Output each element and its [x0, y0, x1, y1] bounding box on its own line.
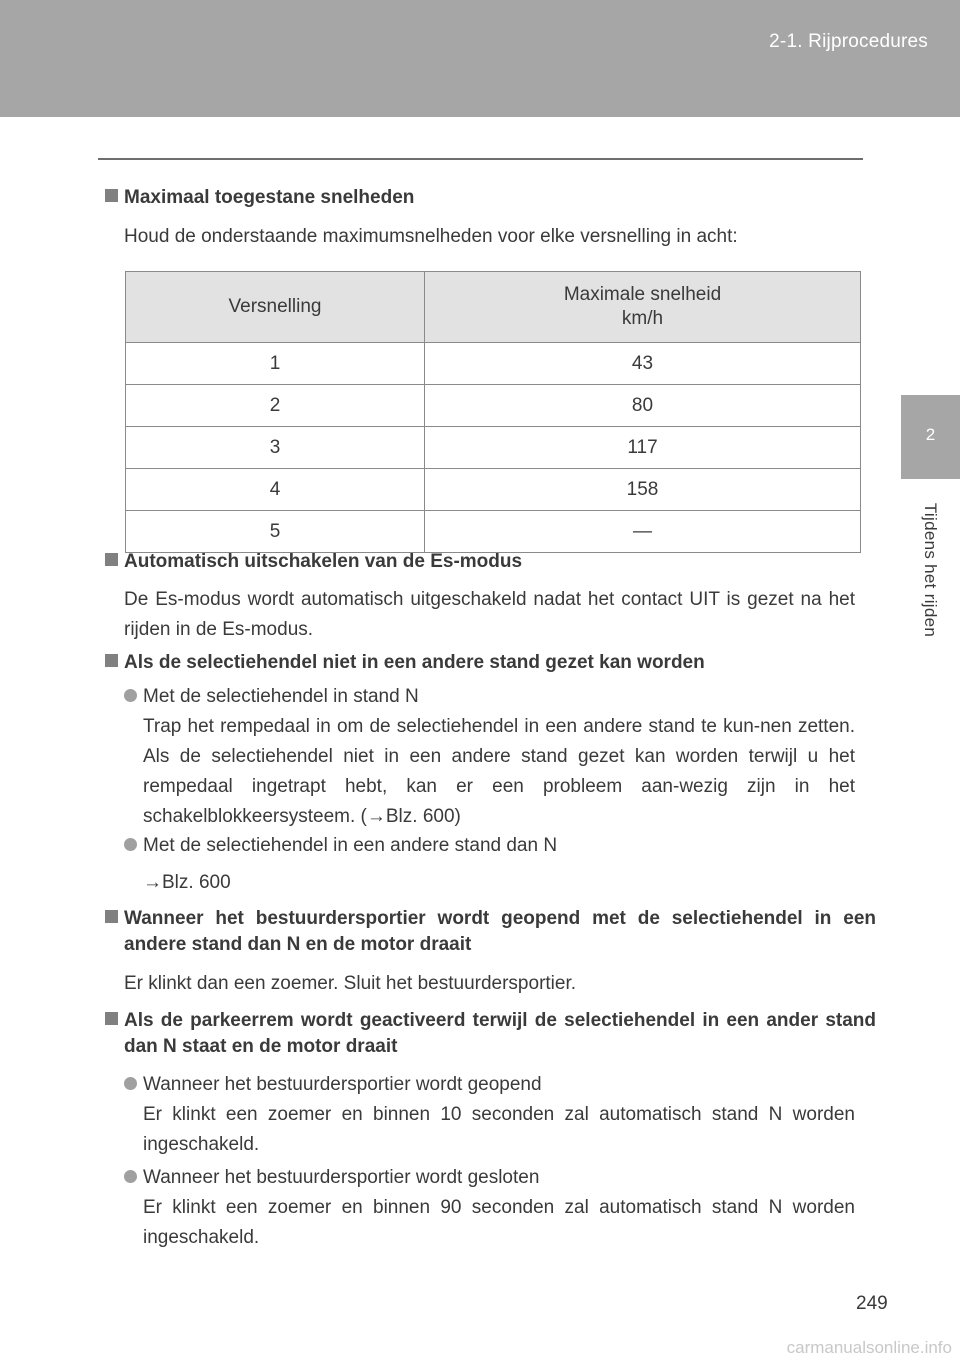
gear-cell: 4 [126, 469, 425, 511]
table-row [126, 385, 861, 427]
heading-max-speeds: Maximaal toegestane snelheden [105, 185, 414, 211]
square-bullet-icon [105, 654, 118, 667]
watermark: carmanualsonline.info [786, 1338, 952, 1357]
gear-cell: 1 [126, 343, 425, 385]
speed-cell: — [425, 511, 861, 553]
max-speeds-intro: Houd de onderstaande maximumsnelheden voor elke versnelling in acht: [124, 226, 738, 247]
speed-cell: 117 [425, 427, 861, 469]
heading-door-open: Wanneer het bestuurdersportier wordt geopend met de selectiehendel in een andere stand dan N en de motor draait [105, 906, 876, 958]
chapter-label: Tijdens het rijden [921, 502, 940, 638]
circle-bullet-icon [124, 1170, 137, 1183]
table-row [126, 427, 861, 469]
circle-bullet-icon [124, 1077, 137, 1090]
auto-off-text: De Es-modus wordt automatisch uitgeschakeld nadat het contact UIT is gezet na het rijden in de Es-modus. [124, 589, 855, 640]
square-bullet-icon [105, 1012, 118, 1025]
page-reference: →Blz. 600 [143, 872, 231, 893]
bullet-text: Er klinkt een zoemer en binnen 90 seconden zal automatisch stand N worden ingeschakeld. [143, 1197, 855, 1248]
square-bullet-icon [105, 189, 118, 202]
square-bullet-icon [105, 910, 118, 923]
square-bullet-icon [105, 553, 118, 566]
heading-parking-brake: Als de parkeerrem wordt geactiveerd terwijl de selectiehendel in een ander stand dan N staat en de motor draait [105, 1008, 876, 1060]
heading-auto-off: Automatisch uitschakelen van de Es-modus [105, 549, 522, 575]
table-row [126, 469, 861, 511]
top-rule [98, 158, 863, 160]
list-item: Wanneer het bestuurdersportier wordt geopend Er klinkt een zoemer en binnen 10 seconden zal automatisch stand N worden ingeschakeld. [124, 1070, 855, 1160]
page-number: 249 [856, 1293, 888, 1314]
circle-bullet-icon [124, 838, 137, 851]
heading-lever-stuck: Als de selectiehendel niet in een andere stand gezet kan worden [105, 650, 705, 676]
chapter-tab[interactable] [901, 395, 960, 479]
speed-cell: 158 [425, 469, 861, 511]
header-band [0, 0, 960, 117]
list-item: Wanneer het bestuurdersportier wordt gesloten Er klinkt een zoemer en binnen 90 seconden zal automatisch stand N worden ingeschakeld. [124, 1163, 855, 1253]
speed-table [125, 271, 861, 553]
speed-cell: 80 [425, 385, 861, 427]
list-item: Met de selectiehendel in stand N Trap het rempedaal in om de selectiehendel in een andere stand te kun-nen zetten. Als de selectiehendel niet in een andere stand gezet kan worden terwijl u het rempedaal ingetrapt hebt, kan er een probleem aan-wezig zijn in het schakelblokkeersysteem. (→Blz. 600) [124, 682, 855, 832]
column-header-speed: Maximale snelheid km/h [425, 272, 861, 343]
column-header-gear: Versnelling [126, 272, 425, 343]
door-open-text: Er klinkt dan een zoemer. Sluit het bestuurdersportier. [124, 973, 577, 994]
gear-cell: 3 [126, 427, 425, 469]
gear-cell: 5 [126, 511, 425, 553]
bullet-text: Er klinkt een zoemer en binnen 10 seconden zal automatisch stand N worden ingeschakeld. [143, 1104, 855, 1155]
chapter-number: 2 [925, 425, 936, 444]
section-title: 2-1. Rijprocedures [769, 31, 928, 52]
speed-cell: 43 [425, 343, 861, 385]
list-item: Met de selectiehendel in een andere stand dan N [124, 831, 855, 861]
gear-cell: 2 [126, 385, 425, 427]
table-row [126, 343, 861, 385]
table-row [126, 511, 861, 553]
circle-bullet-icon [124, 689, 137, 702]
bullet-text: Trap het rempedaal in om de selectiehendel in een andere stand te kun-nen zetten. Als de selectiehendel niet in een andere stand gezet kan worden terwijl u het rempedaal ingetrapt hebt, kan er een probleem aan-wezig zijn in het schakelblokkeersysteem. (→Blz. 600) [143, 716, 855, 827]
table-header-row [126, 272, 861, 343]
